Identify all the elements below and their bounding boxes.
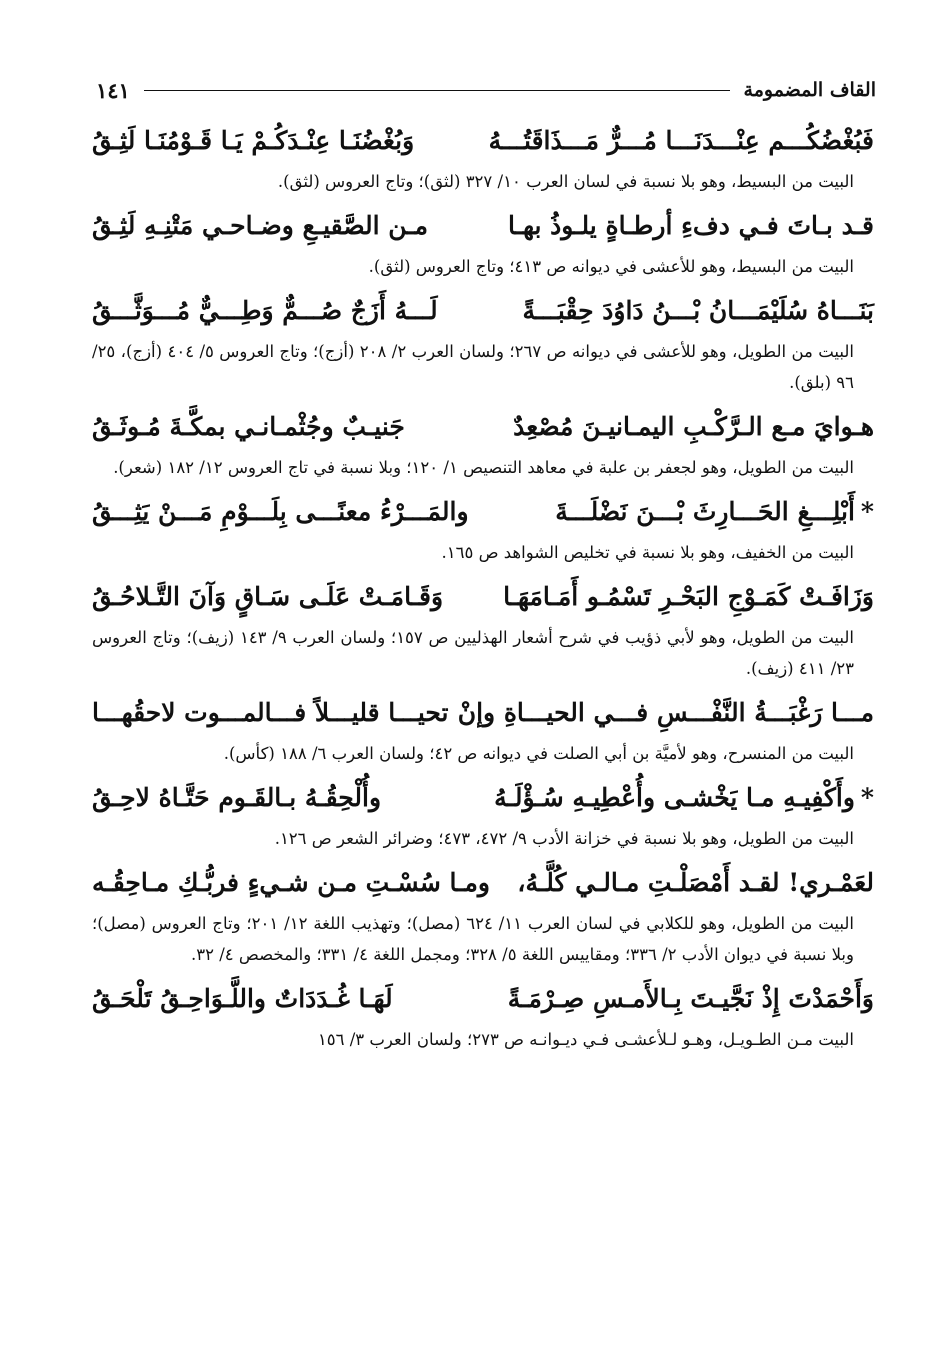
verse-second-hemistich: لَـــهُ أَزَجٌ صُـــمٌّ وَطِـــيٌّ مُـــوَثَّـــقُ xyxy=(92,296,438,325)
verse-line xyxy=(92,572,874,622)
verse-first-hemistich: لعَمْـري! لقـد أَمْصَلْـتِ مـالـي كُلَّـهُ، xyxy=(517,868,874,897)
verse-entry xyxy=(92,688,874,769)
verse-entries xyxy=(92,116,874,1059)
verse-line xyxy=(92,286,874,336)
verse-line xyxy=(92,402,874,452)
verse-first-hemistich: وأَكْفِيـهِ مـا يَخْشـى وأُعْطِيـهِ سُـؤْلَـهُ xyxy=(494,783,855,812)
asterisk-icon: * xyxy=(860,497,874,526)
verse-first-hemistich: أَبْلِـــغِ الحَـــارِثَ بْـــنَ نَضْلَـــةَ xyxy=(555,497,855,526)
verse-second-hemistich: لَهَـا غُـدَدَاتٌ واللَّـوَاحِـقُ تَلْحَـقُ xyxy=(92,984,393,1013)
verse-note: البيت من الطويل، وهو بلا نسبة في خزانة الأدب ٩/ ٤٧٢، ٤٧٣؛ وضرائر الشعر ص ١٢٦. xyxy=(274,829,854,848)
verse-second-hemistich: والمَـــرْءُ معنًـــى بِلَـــوْمِ مَـــنْ يَثِـــقُ xyxy=(92,497,469,526)
verse-entry xyxy=(92,773,874,854)
verse-note: البيت من الطويل، وهو للأعشى في ديوانه ص ٢٦٧؛ ولسان العرب ٢/ ٢٠٨ (أزج)؛ وتاج العروس ٥/ ٤٠٤ (أزج)، ٢٥/ ٩٦ (بلق). xyxy=(92,342,855,392)
verse-second-hemistich: جَنيـبٌ وجُثْمـانـي بمكَّـةَ مُـوثَـقُ xyxy=(92,412,405,441)
verse-second-hemistich: وَقَـامَـتْ عَلَـى سَـاقٍ وَآنَ التَّـلاحُـقُ xyxy=(92,582,444,611)
verse-entry xyxy=(92,974,874,1055)
verse-second-hemistich: مـن الصَّقيـعِ وضـاحـي مَتْنِـهِ لَثِـقُ xyxy=(92,211,429,240)
asterisk-icon: * xyxy=(860,783,874,812)
page-number: ١٤١ xyxy=(96,77,130,103)
verse-note: البيت من الخفيف، وهو بلا نسبة في تخليص الشواهد ص ١٦٥. xyxy=(441,543,854,562)
verse-second-hemistich: وَبُغْضُنَـا عِنْـدَكُـمْ يَـا قَـوْمُنَـا لَثِـقُ xyxy=(92,126,415,155)
verse-entry xyxy=(92,286,874,398)
verse-second-hemistich: وأُلْحِقُـهُ بـالقَـوم حَتَّـاهُ لاحِـقُ xyxy=(92,783,382,812)
verse-line xyxy=(92,773,874,823)
verse-note: البيت من الطويل، وهو لجعفر بن علبة في معاهد التنصيص ١/ ١٢٠؛ وبلا نسبة في تاج العروس ١٢/ ١٨٢ (شعر). xyxy=(113,458,854,477)
verse-note: البيت مـن الطـويـل، وهـو لـلأعشـى فـي ديـوانـه ص ٢٧٣؛ ولسان العرب ٣/ ١٥٦ xyxy=(317,1030,854,1049)
verse-first-hemistich: قـد بـاتَ فـي دفءِ أرطـاةٍ يلـوذُ بهـا xyxy=(508,211,874,240)
verse-first-hemistich: مـــا رَغْبَـــةُ النَّفْـــسِ فـــي الحيـــاةِ وإنْ xyxy=(457,698,874,727)
verse-entry xyxy=(92,487,874,568)
verse-entry xyxy=(92,572,874,684)
verse-entry xyxy=(92,201,874,282)
header-rule xyxy=(144,90,730,91)
verse-note: البيت من الطويل، وهو للكلابي في لسان العرب ١١/ ٦٢٤ (مصل)؛ وتهذيب اللغة ١٢/ ٢٠١؛ وتاج العروس (مصل)؛ وبلا نسبة في ديوان الأدب ٢/ ٣٣٦؛ ومقاييس اللغة ٥/ ٣٢٨؛ ومجمل اللغة ٤/ ٣٣١؛ والمخصص ٤/ ٣٢. xyxy=(92,914,854,964)
page-header xyxy=(96,72,876,108)
verse-first-hemistich: وَزَافَـتْ كَمَـوْجِ البَحْـرِ تَسْمُـو أَمَـامَهَـا xyxy=(503,582,874,611)
verse-note: البيت من الطويل، وهو لأبي ذؤيب في شرح أشعار الهذليين ص ١٥٧؛ ولسان العرب ٩/ ١٤٣ (زيف)؛ وتاج العروس ٢٣/ ٤١١ (زيف). xyxy=(92,628,854,678)
verse-line xyxy=(92,201,874,251)
verse-note: البيت من المنسرح، وهو لأميَّة بن أبي الصلت في ديوانه ص ٤٢؛ ولسان العرب ٦/ ١٨٨ (كأس). xyxy=(223,744,854,763)
verse-line xyxy=(92,974,874,1024)
verse-entry xyxy=(92,116,874,197)
running-title: القاف المضمومة xyxy=(743,79,876,101)
verse-line xyxy=(92,688,874,738)
verse-first-hemistich: فَبُغْضُكُـــم عِنْـــدَنَـــا مُـــرٌّ مَـــذَاقَتُـــهُ xyxy=(488,126,874,155)
verse-first-hemistich: بَنَـــاهُ سُلَيْمَـــانُ بْـــنُ دَاوُدَ حِقْبَـــةً xyxy=(522,296,874,325)
verse-line xyxy=(92,487,874,537)
verse-second-hemistich: تحيـــا قليـــلاً فـــالمـــوت لاحقُهـــا xyxy=(92,698,449,727)
verse-note: البيت من البسيط، وهو للأعشى في ديوانه ص ٤١٣؛ وتاج العروس (لثق). xyxy=(368,257,854,276)
verse-second-hemistich: ومـا سُسْـتِ مـن شـيءٍ فربُّـكِ مـاحِقُـه xyxy=(92,868,490,897)
verse-entry xyxy=(92,402,874,483)
verse-note: البيت من البسيط، وهو بلا نسبة في لسان العرب ١٠/ ٣٢٧ (لثق)؛ وتاج العروس (لثق). xyxy=(277,172,854,191)
verse-first-hemistich: وَأَحْمَدْتَ إِذْ نَجَّيـتَ بِـالأَمـسِ صِـرْمَـةً xyxy=(507,984,874,1013)
verse-line xyxy=(92,858,874,908)
verse-line xyxy=(92,116,874,166)
verse-entry xyxy=(92,858,874,970)
verse-first-hemistich: هـوايَ مـع الـرَّكْـبِ اليمـانيـنَ مُصْعِدٌ xyxy=(513,412,874,441)
